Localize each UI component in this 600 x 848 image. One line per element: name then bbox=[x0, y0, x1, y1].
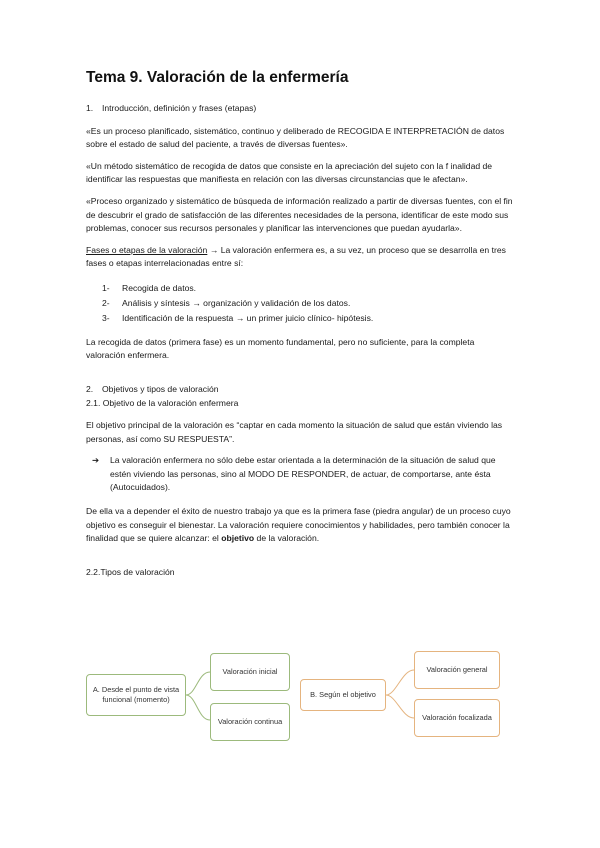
phases-list bbox=[102, 282, 514, 326]
quote-3: «Proceso organizado y sistemático de búsqueda de información realizado a partir de diversas fuentes, con el fin de descubrir el grado de satisfacción de las diferentes necesidades de la persona, identificar de este modo sus problemas, conocer sus recursos personales y planificar las intervenciones que puedan ayudarla». bbox=[86, 195, 513, 234]
connector-a-top bbox=[186, 672, 210, 695]
connector-b-top bbox=[386, 670, 414, 695]
diagram-group-b: B. Según el objetivo bbox=[300, 679, 386, 711]
connector-a-bottom bbox=[186, 695, 210, 720]
page-title: Tema 9. Valoración de la enfermería bbox=[86, 69, 349, 86]
closing-text-after: de la valoración. bbox=[254, 533, 320, 544]
phase-text: Análisis y síntesis → organización y validación de los datos. bbox=[122, 298, 351, 309]
section-2-2-heading: 2.2.Tipos de valoración bbox=[86, 566, 175, 577]
phases-closing: La recogida de datos (primera fase) es un momento fundamental, pero no suficiente, para la completa valoración enfermera. bbox=[86, 336, 475, 361]
phase-text: Recogida de datos. bbox=[122, 282, 197, 293]
arrow-bullet-text: La valoración enfermera no sólo debe estar orientada a la determinación de la situación de salud que estén viviendo las personas, sino al MODO DE RESPONDER, de actuar, de comportarse, ante ésta (Autocuidados). bbox=[110, 455, 496, 493]
document-page bbox=[86, 68, 514, 579]
closing-paragraph bbox=[86, 505, 514, 546]
objective-paragraph: El objetivo principal de la valoración es “captar en cada momento la situación de salud que están viviendo las personas, así como SU RESPUESTA”. bbox=[86, 420, 503, 444]
phases-intro-text: La valoración enfermera es, a su vez, un proceso que se desarrolla en tres fases o etapas interrelacionadas entre sí: bbox=[86, 244, 506, 269]
section-2-label: Objetivos y tipos de valoración bbox=[102, 383, 219, 394]
right-arrow-icon: ➔ bbox=[92, 455, 100, 466]
closing-text-before: De ella va a depender el éxito de nuestro trabajo ya que es la primera fase (piedra angular) de un proceso cuyo objetivo es conseguir el bienestar. La valoración requiere conocimientos y habilidades, pero también conocer la finalidad que se quiere alcanzar: el bbox=[86, 506, 511, 544]
arrow-icon: → bbox=[209, 244, 219, 255]
phase-item bbox=[102, 282, 514, 296]
section-1-heading bbox=[86, 102, 514, 116]
diagram-valoracion-general: Valoración general bbox=[414, 651, 500, 689]
phase-number: 2- bbox=[102, 298, 110, 309]
phases-heading: Fases o etapas de la valoración bbox=[86, 244, 208, 255]
section-1-number: 1. bbox=[86, 103, 94, 113]
phase-number: 3- bbox=[102, 313, 110, 324]
diagram-valoracion-continua: Valoración continua bbox=[210, 703, 290, 741]
arrow-bullet-item bbox=[86, 454, 514, 495]
section-1-label: Introducción, definición y frases (etapas) bbox=[102, 103, 257, 113]
phase-text: Identificación de la respuesta → un primer juicio clínico- hipótesis. bbox=[122, 313, 374, 324]
phase-item bbox=[102, 297, 514, 311]
valoracion-types-diagram bbox=[86, 648, 516, 748]
phases-intro bbox=[86, 244, 514, 271]
quote-1: «Es un proceso planificado, sistemático, continuo y deliberado de RECOGIDA E INTERPRETACIÓN de datos sobre el estado de salud del paciente, a través de diversas fuentes». bbox=[86, 125, 505, 150]
section-2-number: 2. bbox=[86, 383, 94, 394]
section-2-1-heading: 2.1. Objetivo de la valoración enfermera bbox=[86, 397, 239, 408]
closing-bold-word: objetivo bbox=[221, 533, 255, 544]
phase-number: 1- bbox=[102, 282, 110, 293]
quote-2: «Un método sistemático de recogida de datos que consiste en la apreciación del sujeto con la f inalidad de identificar las respuestas que manifiesta en relación con las diversas circunstancias que le afectan». bbox=[86, 160, 493, 185]
diagram-valoracion-inicial: Valoración inicial bbox=[210, 653, 290, 691]
diagram-group-a: A. Desde el punto de vista funcional (momento) bbox=[86, 674, 186, 716]
connector-b-bottom bbox=[386, 695, 414, 718]
section-2-heading bbox=[86, 383, 514, 397]
phase-item bbox=[102, 312, 514, 326]
diagram-valoracion-focalizada: Valoración focalizada bbox=[414, 699, 500, 737]
